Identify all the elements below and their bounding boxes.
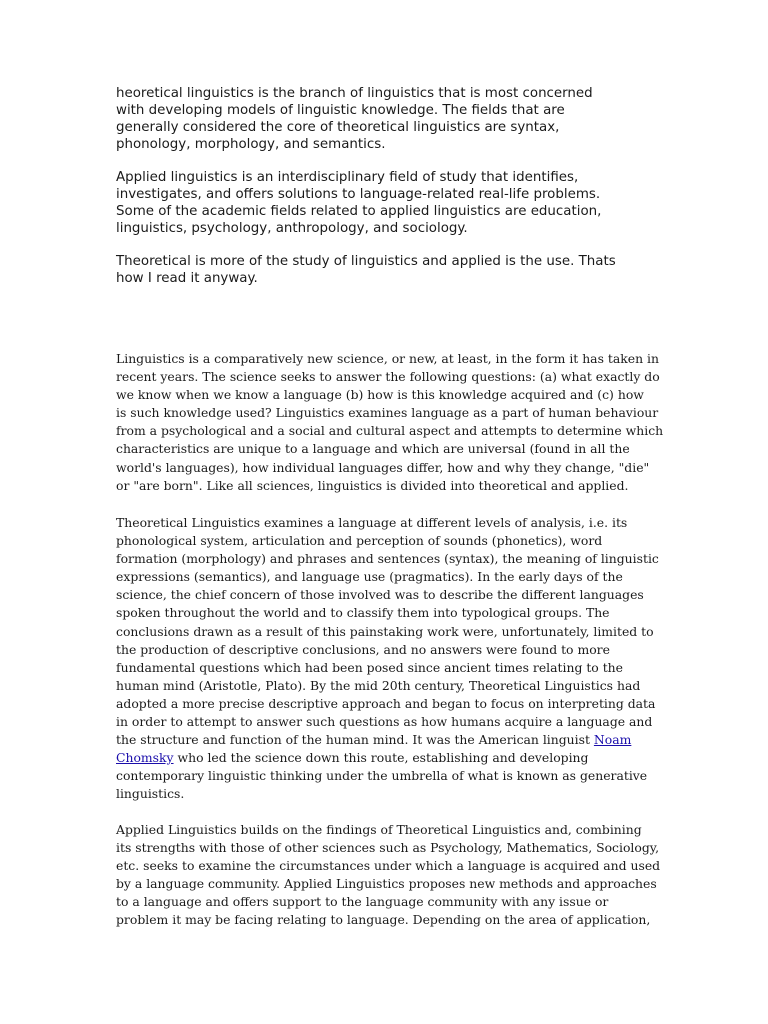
text-line: adopted a more precise descriptive approach and began to focus on interpreting data: [116, 695, 656, 711]
text-line: Applied Linguistics builds on the findings of Theoretical Linguistics and, combining: [116, 822, 642, 837]
text-line: phonology, morphology, and semantics.: [116, 136, 386, 152]
paragraph-theoretical-definition: [116, 86, 656, 154]
text-line: generally considered the core of theoretical linguistics are syntax,: [116, 119, 560, 135]
paragraph-applied-definition: [116, 170, 656, 238]
text-segment: who led the science down this route, establishing and developing: [173, 750, 589, 766]
text-line: human mind (Aristotle, Plato). By the mid 20th century, Theoretical Linguistics had: [116, 677, 641, 693]
text-line: linguistics.: [116, 786, 185, 802]
text-line: or "are born". Like all sciences, linguistics is divided into theoretical and applied.: [116, 477, 629, 493]
text-line: with developing models of linguistic knowledge. The fields that are: [116, 102, 565, 118]
text-line: characteristics are unique to a language and which are universal (found in all the: [116, 441, 630, 457]
text-line: spoken throughout the world and to classify them into typological groups. The: [116, 605, 610, 621]
text-line: heoretical linguistics is the branch of linguistics that is most concerned: [116, 86, 593, 101]
paragraph-comparison: [116, 254, 656, 288]
text-line: investigates, and offers solutions to language-related real-life problems.: [116, 186, 601, 202]
text-line: Some of the academic fields related to applied linguistics are education,: [116, 203, 602, 219]
text-line: etc. seeks to examine the circumstances under which a language is acquired and used: [116, 858, 661, 874]
text-line: we know when we know a language (b) how is this knowledge acquired and (c) how: [116, 387, 644, 403]
paragraph-applied-linguistics: [116, 821, 661, 930]
text-line: is such knowledge used? Linguistics examines language as a part of human behaviour: [116, 405, 659, 421]
text-line: its strengths with those of other sciences such as Psychology, Mathematics, Sociology,: [116, 840, 660, 856]
text-line: in order to attempt to answer such questions as how humans acquire a language and: [116, 714, 653, 730]
text-line: linguistics, psychology, anthropology, and sociology.: [116, 220, 468, 236]
text-line: by a language community. Applied Linguistics proposes new methods and approaches: [116, 876, 657, 892]
text-line: to a language and offers support to the language community with any issue or: [116, 894, 609, 910]
text-line: world's languages), how individual languages differ, how and why they change, "die": [116, 459, 650, 475]
text-line: Linguistics is a comparatively new science, or new, at least, in the form it has taken in: [116, 351, 659, 366]
text-line: formation (morphology) and phrases and sentences (syntax), the meaning of linguistic: [116, 551, 659, 567]
text-line: Theoretical Linguistics examines a language at different levels of analysis, i.e. its: [116, 515, 628, 530]
text-line: from a psychological and a social and cultural aspect and attempts to determine which: [116, 423, 664, 439]
noam-chomsky-link-continued[interactable]: Chomsky: [116, 750, 174, 766]
paragraph-linguistics-intro: [116, 350, 664, 495]
text-line: [116, 731, 656, 749]
text-line: recent years. The science seeks to answer the following questions: (a) what exactly do: [116, 369, 660, 385]
text-segment: the structure and function of the human mind. It was the American linguist: [116, 732, 594, 748]
text-line: Applied linguistics is an interdisciplinary field of study that identifies,: [116, 170, 579, 185]
text-line: problem it may be facing relating to language. Depending on the area of application,: [116, 912, 651, 928]
text-line: the production of descriptive conclusions, and no answers were found to more: [116, 641, 610, 657]
text-line: expressions (semantics), and language use (pragmatics). In the early days of the: [116, 569, 623, 585]
text-line: contemporary linguistic thinking under the umbrella of what is known as generative: [116, 768, 648, 784]
noam-chomsky-link[interactable]: Noam: [593, 732, 632, 748]
text-line: [116, 749, 656, 767]
text-line: fundamental questions which had been posed since ancient times relating to the: [116, 659, 623, 675]
text-line: science, the chief concern of those involved was to describe the different languages: [116, 587, 644, 603]
text-line: conclusions drawn as a result of this painstaking work were, unfortunately, limited to: [116, 623, 654, 639]
paragraph-theoretical-linguistics: [116, 514, 659, 804]
text-line: how I read it anyway.: [116, 270, 258, 286]
text-line: phonological system, articulation and perception of sounds (phonetics), word: [116, 533, 603, 549]
text-line: Theoretical is more of the study of linguistics and applied is the use. Thats: [116, 254, 616, 269]
